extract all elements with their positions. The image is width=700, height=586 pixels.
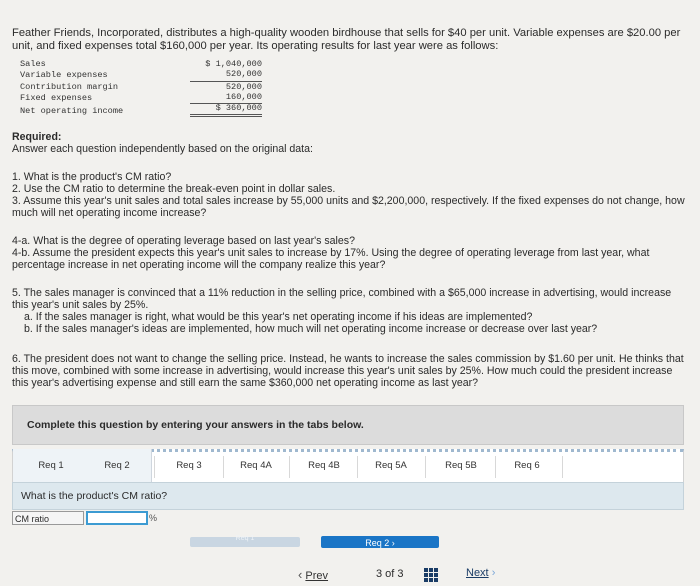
required-title: Required:	[12, 131, 62, 143]
tab-divider	[223, 456, 224, 478]
question-group-6	[12, 353, 688, 389]
income-value: $ 1,040,000	[205, 59, 262, 69]
question-3: 3. Assume this year's unit sales and total sales increase by 55,000 units and $2,200,000, respectively. If the fixed expenses do not change, how much will net operating income increase?	[12, 195, 685, 219]
answer-row	[12, 511, 157, 527]
tab-divider	[357, 456, 358, 478]
page-count: 3 of 3	[376, 568, 404, 580]
instructions-panel	[12, 405, 684, 445]
next-req-button[interactable]	[321, 536, 439, 548]
income-label: Fixed expenses	[20, 92, 93, 103]
income-statement	[20, 59, 262, 117]
income-row-noi	[20, 103, 262, 117]
tab-divider	[154, 456, 155, 478]
question-5b: b. If the sales manager's ideas are implemented, how much will net operating income increase or decrease over last year?	[24, 323, 598, 335]
tab-req-6[interactable]: Req 6	[514, 460, 540, 471]
question-2: 2. Use the CM ratio to determine the break-even point in dollar sales.	[12, 183, 336, 195]
tab-req-2[interactable]: Req 2	[104, 460, 130, 471]
instructions-text: Complete this question by entering your answers in the tabs below.	[27, 419, 364, 431]
income-value: 520,000	[190, 69, 262, 81]
cm-ratio-label: CM ratio	[12, 511, 84, 525]
chevron-right-icon: ›	[391, 538, 395, 548]
chevron-right-icon: ›	[491, 567, 496, 579]
active-question-bar	[12, 482, 684, 510]
income-label: Contribution margin	[20, 81, 118, 92]
income-label: Variable expenses	[20, 70, 108, 81]
tab-req-4a[interactable]: Req 4A	[240, 460, 272, 471]
income-value: $ 360,000	[190, 103, 262, 117]
tab-divider	[495, 456, 496, 478]
chevron-left-icon: ‹	[298, 567, 303, 582]
required-subtitle: Answer each question independently based on the original data:	[12, 143, 313, 155]
cm-ratio-input[interactable]	[86, 511, 148, 525]
question-4b: 4-b. Assume the president expects this year's unit sales to increase by 17%. Using the degree of operating leverage from last year, what percentage increase in net operating income will the company realize this year?	[12, 247, 650, 271]
tab-req-5b[interactable]: Req 5B	[445, 460, 477, 471]
requirement-tabs	[12, 449, 684, 485]
question-4a: 4-a. What is the degree of operating leverage based on last year's sales?	[12, 235, 355, 247]
prev-req-button[interactable]	[190, 537, 300, 547]
next-req-label: Req 2	[365, 538, 390, 548]
required-section	[12, 131, 688, 155]
active-question-text: What is the product's CM ratio?	[21, 490, 168, 502]
question-5: 5. The sales manager is convinced that a 11% reduction in the selling price, combined with a $65,000 increase in advertising, would increase this year's unit sales by 25%.	[12, 287, 672, 311]
question-5a: a. If the sales manager is right, what would be this year's net operating income if his ideas are implemented?	[24, 311, 533, 323]
next-page-button[interactable]	[466, 567, 495, 579]
question-group-4	[12, 235, 688, 271]
page-navigation	[298, 565, 510, 585]
question-group-1	[12, 171, 688, 219]
question-6: 6. The president does not want to change the selling price. Instead, he wants to increase the sales commission by $1.60 per unit. He thinks that this move, combined with some increase in advertising, would increase this year's unit sales by 25%. How much could the president increase this year's advertising expense and still earn the same $360,000 net operating income as last year?	[12, 353, 684, 389]
question-group-5	[12, 287, 688, 335]
prev-req-label: Req 1	[235, 535, 255, 542]
percent-unit: %	[149, 513, 158, 523]
next-page-label: Next	[466, 567, 489, 579]
problem-intro: Feather Friends, Incorporated, distributes a high-quality wooden birdhouse that sells for $40 per unit. Variable expenses are $20.00 per unit, and fixed expenses total $160,000 per year. Its operating results for last year were as follows:	[12, 27, 681, 52]
tab-req-5a[interactable]: Req 5A	[375, 460, 407, 471]
income-value: 520,000	[225, 81, 262, 92]
tab-req-4b[interactable]: Req 4B	[308, 460, 340, 471]
question-1: 1. What is the product's CM ratio?	[12, 171, 172, 183]
income-label: Sales	[20, 59, 46, 69]
prev-page-label: Prev	[305, 570, 329, 582]
prev-page-button[interactable]	[298, 567, 328, 582]
tab-divider	[289, 456, 290, 478]
income-row-variable	[20, 70, 262, 81]
tab-divider	[562, 456, 563, 478]
tab-divider	[425, 456, 426, 478]
tab-req-1[interactable]: Req 1	[38, 460, 64, 471]
income-value: 160,000	[190, 92, 262, 104]
grid-icon[interactable]	[424, 568, 438, 582]
income-label: Net operating income	[20, 106, 124, 117]
tab-req-3[interactable]: Req 3	[176, 460, 202, 471]
